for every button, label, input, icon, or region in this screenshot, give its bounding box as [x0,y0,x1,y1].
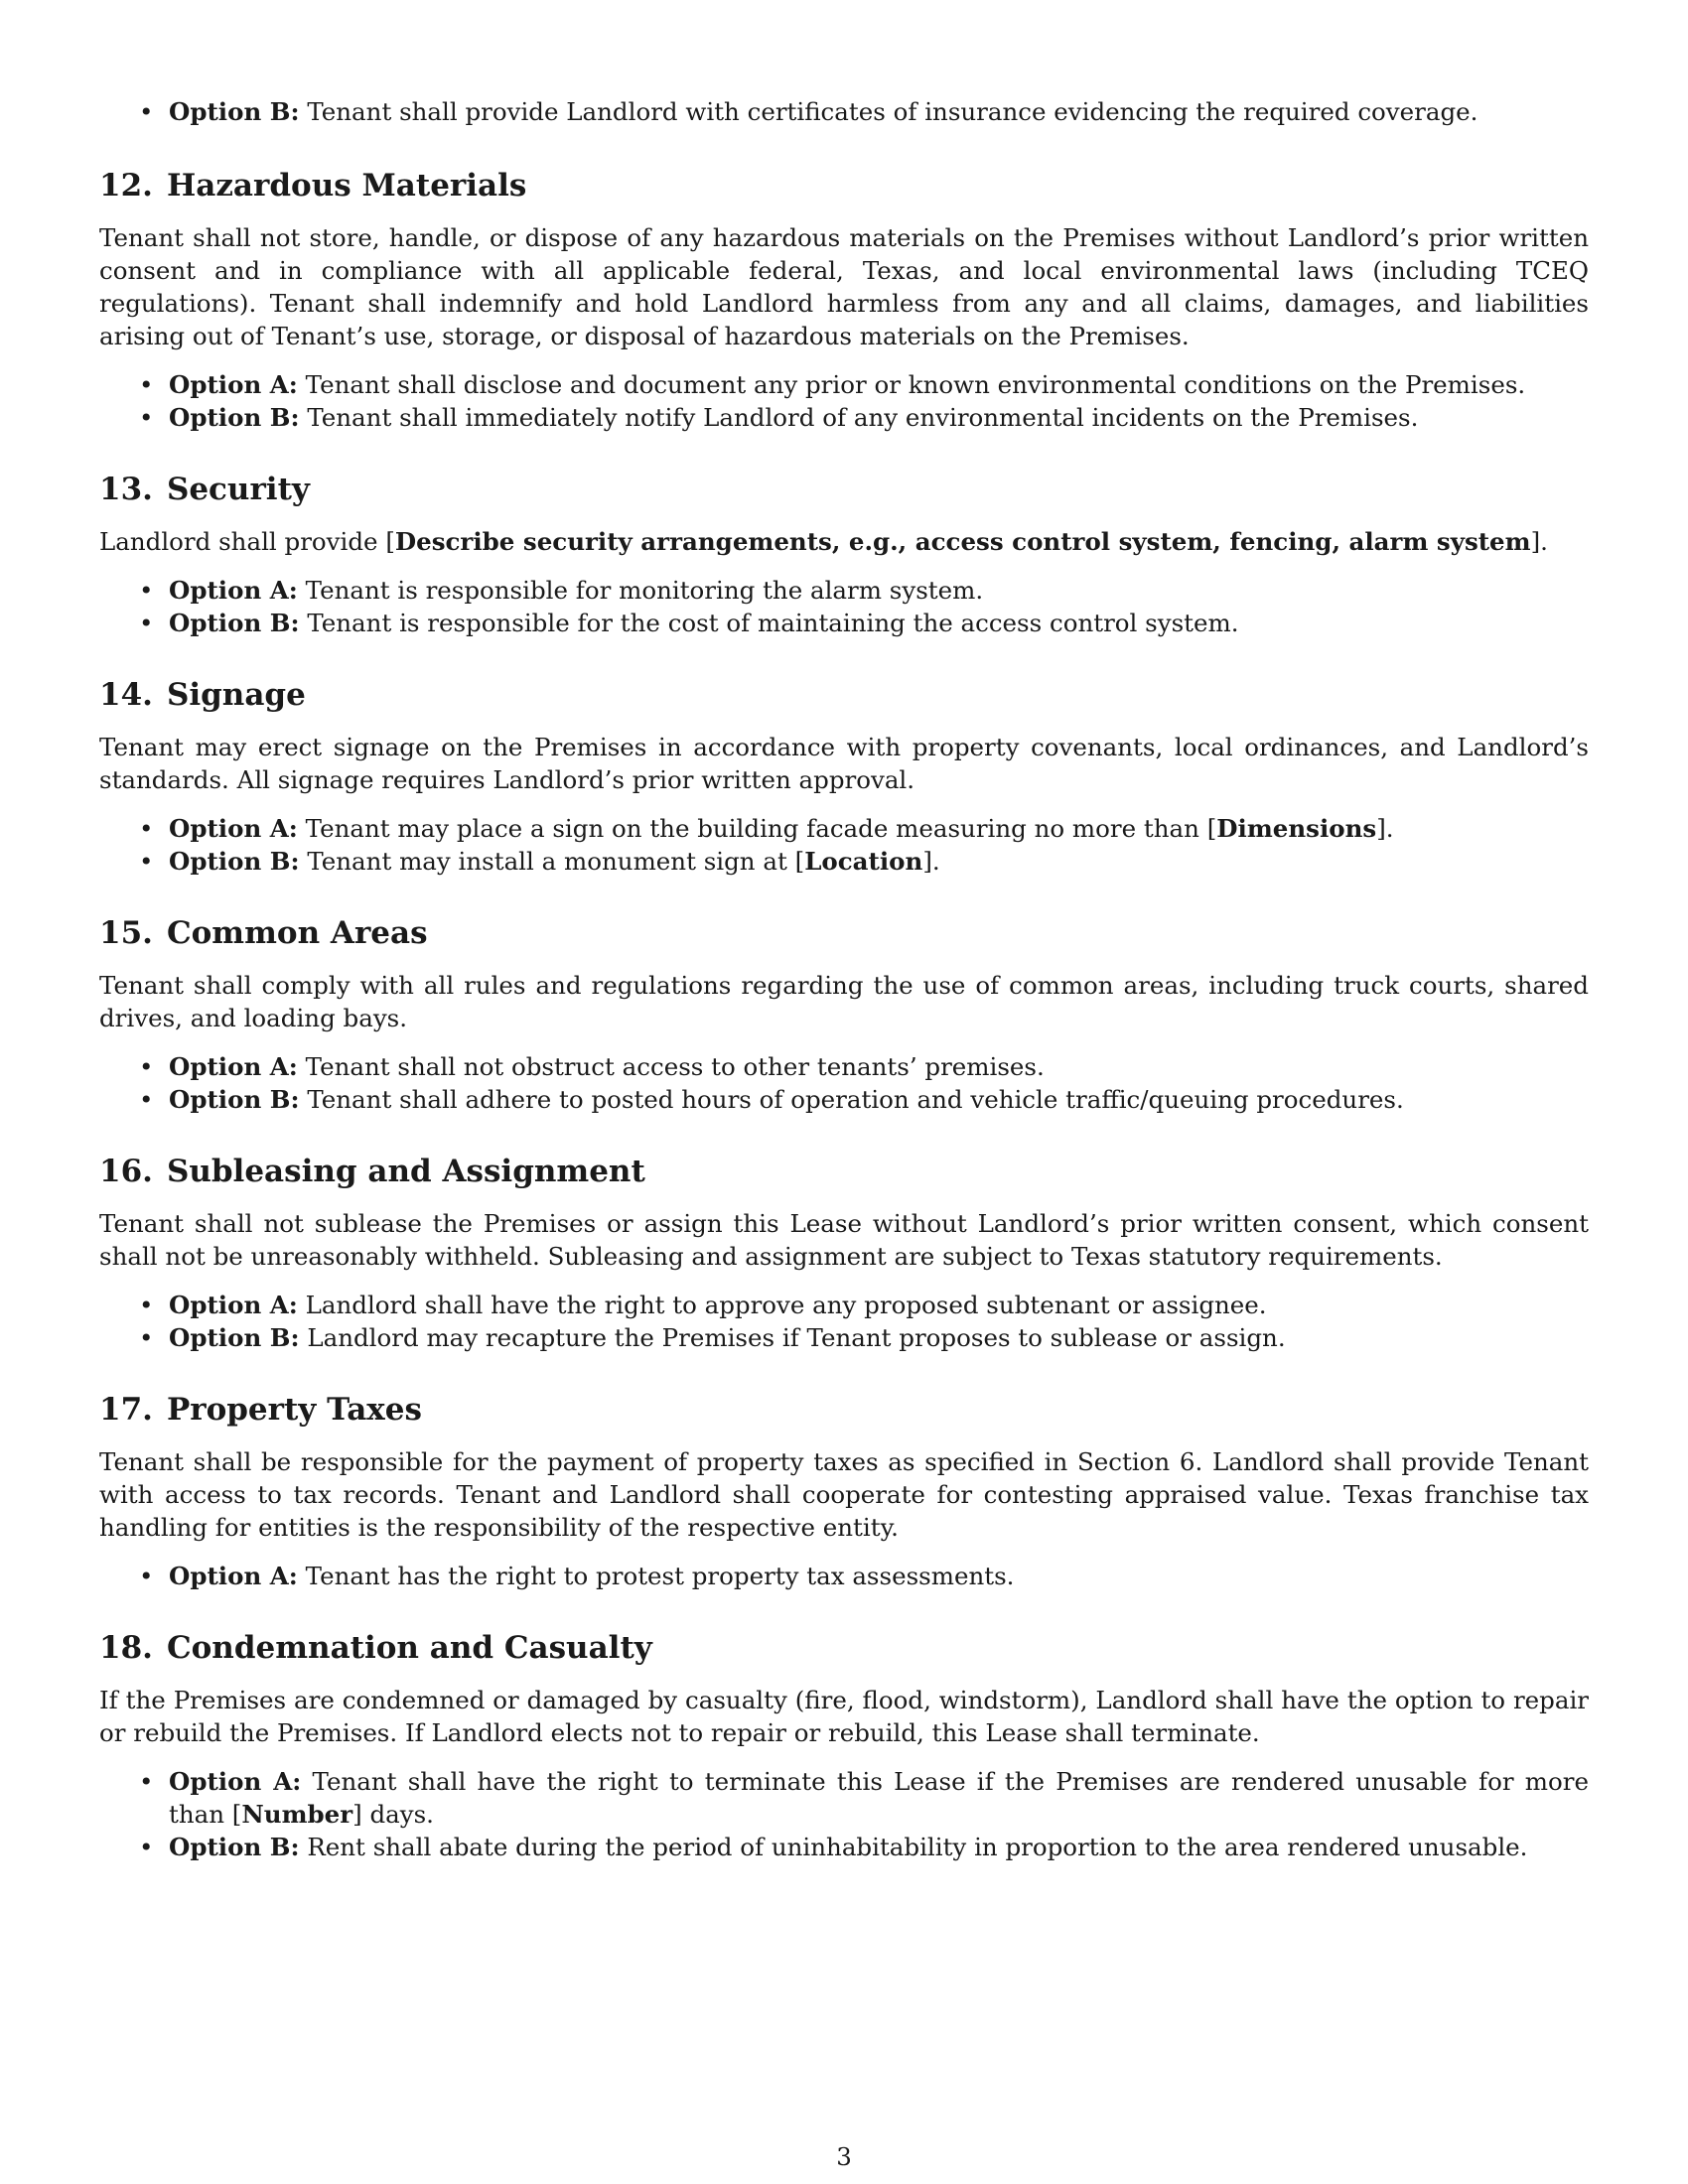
list-item: • Option A: Landlord shall have the right to approve any proposed subtenant or assignee. [99,1289,1589,1321]
section-heading: 12. Hazardous Materials [99,168,527,204]
section-body: If the Premises are condemned or damaged by casualty (fire, flood, windstorm), Landlord shall have the option to repair or rebuild the Premises. If Landlord elects not to repair or rebuild, this Lease shall terminate. [99,1686,1589,1747]
option-list [99,812,1589,878]
section-heading: 17. Property Taxes [99,1392,422,1428]
list-item: • Option A: Tenant has the right to protest property tax assessments. [99,1560,1589,1592]
option-list [99,1560,1589,1592]
list-item: • Option B: Tenant shall immediately notify Landlord of any environmental incidents on the Premises. [99,401,1589,434]
intro-option-list [99,95,1589,128]
section-security [99,470,1589,639]
list-item: • Option B: Tenant shall provide Landlord with certificates of insurance evidencing the required coverage. [99,95,1589,128]
section-signage [99,675,1589,878]
option-list [99,1289,1589,1354]
option-list [99,1765,1589,1863]
section-body: Landlord shall provide [Describe security arrangements, e.g., access control system, fencing, alarm system]. [99,527,1548,556]
section-body: Tenant shall comply with all rules and regulations regarding the use of common areas, including truck courts, shared drives, and loading bays. [99,971,1589,1032]
list-item: • Option B: Rent shall abate during the period of uninhabitability in proportion to the area rendered unusable. [99,1831,1589,1863]
list-item: • Option B: Tenant may install a monument sign at [Location]. [99,845,1589,878]
list-item: • Option B: Tenant is responsible for the cost of maintaining the access control system. [99,607,1589,639]
list-item: • Option A: Tenant shall disclose and document any prior or known environmental conditions on the Premises. [99,368,1589,401]
section-body: Tenant shall be responsible for the payment of property taxes as specified in Section 6. Landlord shall provide Tenant with access to tax records. Tenant and Landlord shall cooperate for contesting appraised value. Texas franchise tax handling for entities is the responsibility of the respective entity. [99,1447,1589,1542]
section-heading: 16. Subleasing and Assignment [99,1154,645,1189]
section-body: Tenant may erect signage on the Premises in accordance with property covenants, local ordinances, and Landlord’s standards. All signage requires Landlord’s prior written approval. [99,733,1589,794]
list-item: • Option B: Tenant shall adhere to posted hours of operation and vehicle traffic/queuing procedures. [99,1083,1589,1116]
list-item: • Option A: Tenant shall not obstruct access to other tenants’ premises. [99,1050,1589,1083]
section-heading: 15. Common Areas [99,915,428,951]
section-hazardous-materials [99,166,1589,434]
list-item: • Option A: Tenant shall have the right to terminate this Lease if the Premises are rendered unusable for more than [Number] days. [99,1765,1589,1831]
list-item: • Option A: Tenant is responsible for monitoring the alarm system. [99,574,1589,607]
section-body: Tenant shall not store, handle, or dispose of any hazardous materials on the Premises without Landlord’s prior written consent and in compliance with all applicable federal, Texas, and local environmental laws (including TCEQ regulations). Tenant shall indemnify and hold Landlord harmless from any and all claims, damages, and liabilities arising out of Tenant’s use, storage, or disposal of hazardous materials on the Premises. [99,223,1589,350]
option-list [99,1050,1589,1116]
section-body: Tenant shall not sublease the Premises or assign this Lease without Landlord’s prior written consent, which consent shall not be unreasonably withheld. Subleasing and assignment are subject to Texas statutory requirements. [99,1209,1589,1271]
document-page [99,0,1589,2184]
option-list [99,368,1589,434]
section-heading: 14. Signage [99,677,306,713]
document-content [99,95,1589,1863]
section-heading: 18. Condemnation and Casualty [99,1630,652,1666]
list-item: • Option B: Landlord may recapture the Premises if Tenant proposes to sublease or assign. [99,1321,1589,1354]
section-property-taxes [99,1390,1589,1592]
section-condemnation-and-casualty [99,1628,1589,1863]
list-item: • Option A: Tenant may place a sign on the building facade measuring no more than [Dimensions]. [99,812,1589,845]
section-subleasing-and-assignment [99,1152,1589,1354]
section-common-areas [99,913,1589,1116]
page-number: 3 [836,2142,852,2171]
section-heading: 13. Security [99,472,310,507]
option-list [99,574,1589,639]
